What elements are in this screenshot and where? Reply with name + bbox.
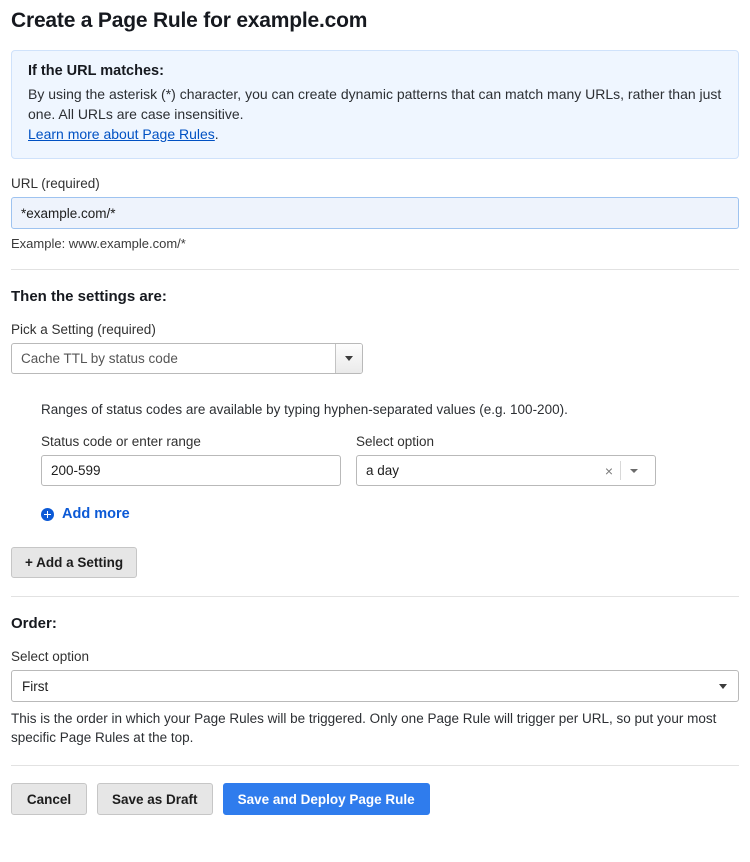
ttl-option-combobox[interactable] (356, 455, 656, 486)
add-a-setting-button[interactable]: + Add a Setting (11, 547, 137, 578)
order-select-label: Select option (11, 649, 90, 664)
url-match-callout (11, 50, 739, 159)
url-input[interactable] (11, 197, 739, 229)
chevron-down-icon[interactable] (621, 469, 646, 473)
form-footer (11, 783, 739, 815)
setting-picker-label: Pick a Setting (required) (11, 322, 156, 337)
order-note: This is the order in which your Page Rules will be triggered. Only one Page Rule will trigger per URL, so put your most specific Page Rules at the top. (11, 711, 717, 745)
divider-settings (11, 269, 739, 270)
callout-body-text: By using the asterisk (*) character, you can create dynamic patterns that can match many URLs, rather than just one. All URLs are case insensitive. (28, 86, 722, 122)
divider-order (11, 596, 739, 597)
status-code-input[interactable] (41, 455, 341, 486)
ttl-option-label: Select option (356, 434, 435, 449)
status-code-field (41, 434, 341, 486)
status-code-label: Status code or enter range (41, 434, 201, 449)
settings-heading: Then the settings are: (11, 288, 167, 305)
ttl-option-value: a day (366, 463, 400, 478)
chevron-down-icon[interactable] (335, 344, 362, 373)
url-field-label: URL (required) (11, 176, 100, 191)
save-as-draft-button[interactable]: Save as Draft (97, 783, 213, 815)
order-select-value[interactable]: First (11, 670, 739, 702)
learn-more-page-rules-link[interactable]: Learn more about Page Rules (28, 126, 215, 142)
order-select[interactable] (11, 670, 739, 702)
setting-picker[interactable] (11, 343, 363, 374)
setting-picker-value[interactable]: Cache TTL by status code (11, 343, 363, 374)
chevron-down-icon[interactable] (707, 670, 739, 702)
add-more-label: Add more (62, 506, 130, 522)
status-code-note: Ranges of status codes are available by typing hyphen-separated values (e.g. 100-200). (41, 402, 568, 417)
callout-title: If the URL matches: (28, 63, 164, 79)
callout-body (28, 84, 722, 144)
cancel-button[interactable]: Cancel (11, 783, 87, 815)
order-heading: Order: (11, 615, 57, 632)
status-code-row (41, 434, 739, 486)
divider-footer (11, 765, 739, 766)
page-title: Create a Page Rule for example.com (11, 9, 368, 32)
plus-circle-icon (41, 508, 54, 521)
clear-icon[interactable]: × (604, 462, 613, 479)
ttl-option-field (356, 434, 656, 486)
callout-link-suffix: . (214, 126, 219, 142)
url-field-hint: Example: www.example.com/* (11, 236, 186, 251)
setting-detail-panel (41, 402, 739, 522)
save-and-deploy-button[interactable]: Save and Deploy Page Rule (223, 783, 430, 815)
add-more-button[interactable] (41, 506, 130, 522)
